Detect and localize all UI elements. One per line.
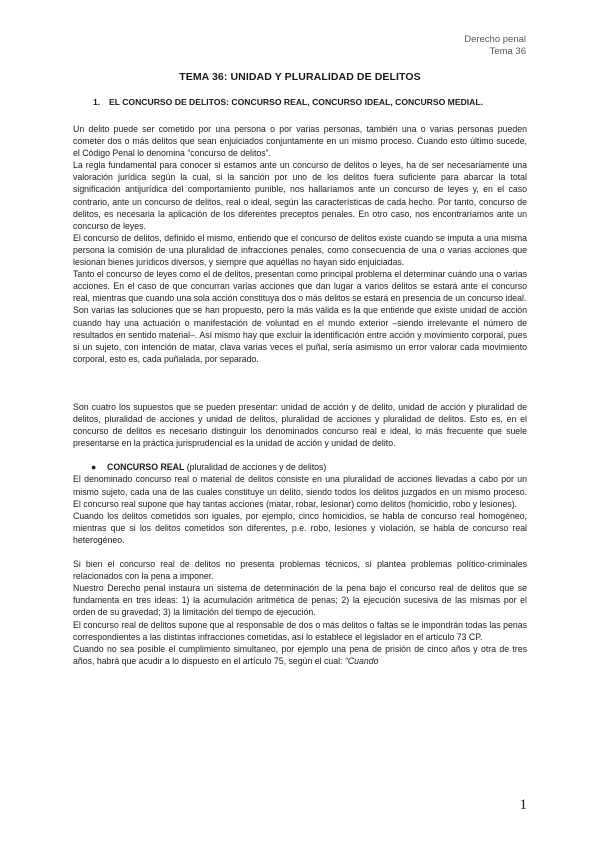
bullet-item [73, 461, 527, 473]
running-header [464, 34, 526, 58]
bullet-label: CONCURSO REAL [107, 462, 185, 473]
paragraph: Un delito puede ser cometido por una persona o por varias personas, también una o varias personas pueden cometer dos o más delitos que sean enjuiciados conjuntamente en un mismo proceso. Cuando esto último sucede, el Código Penal lo denomina “concurso de delitos”. [73, 124, 527, 159]
page-number: 1 [519, 797, 527, 813]
bullet-text: (pluralidad de acciones y de delitos) [184, 462, 327, 473]
section-heading [93, 97, 483, 107]
spacer [73, 365, 527, 401]
header-subject: Derecho penal [464, 34, 526, 45]
quote-start: “Cuando [344, 655, 379, 666]
bullet-dot-icon: ● [91, 462, 97, 473]
section-number: 1. [93, 97, 101, 107]
section-heading-text: EL CONCURSO DE DELITOS: CONCURSO REAL, CONCURSO IDEAL, CONCURSO MEDIAL. [109, 97, 484, 107]
paragraph: Son cuatro los supuestos que se pueden presentar: unidad de acción y de delito, unidad de acción y pluralidad de delitos, pluralidad de acciones y unidad de delitos, pluralidad de acciones y pluralidad de delitos. Esto es, en el concurso de delitos es necesario distinguir los denominados concurso real e ideal, lo más frecuente que suele presentarse en la práctica jurisprudencial es la unidad de acción y unidad de delito. [73, 401, 527, 449]
paragraph: Son varias las soluciones que se han propuesto, pero la más válida es la que entiende que existe unidad de acción cuando hay una actuación o manifestación de voluntad en el mundo exterior –siendo irrelevante el número de resultados en sentido material–. Así mismo hay que excluir la identificación entre acción y movimiento corporal, pues si un sujeto, con intención de matar, clava varias veces el puñal, sería asimismo un error valorar cada movimiento corporal, esto es, cada puñalada, por separado. [73, 305, 527, 364]
paragraph [73, 643, 527, 667]
paragraph: El denominado concurso real o material de delitos consiste en una pluralidad de acciones llevadas a cabo por un mismo sujeto, cada una de las cuales constituye un delito, siendo todos los delitos juzgados en un mismo proceso. El concurso real supone que hay tantas acciones (matar, robar, lesionar) como delitos (homicidio, robo y lesiones). [73, 474, 527, 509]
document-body [73, 123, 527, 667]
paragraph: Si bien el concurso real de delitos no presenta problemas técnicos, sí plantea problemas político-criminales relacionados con la pena a imponer. [73, 559, 527, 582]
paragraph-text: Cuando no sea posible el cumplimiento simultaneo, por ejemplo una pena de prisión de cinco años y otra de tres años, habrá que acudir a lo dispuesto en el artículo 75, según el cual: [73, 643, 527, 666]
paragraph: Nuestro Derecho penal instaura un sistema de determinación de la pena bajo el concurso real de delitos que se fundamenta en tres ideas: 1) la acumulación aritmética de penas; 2) la ejecución sucesiva de las mismas por el orden de su gravedad; 3) la limitación del tiempo de ejecución. [73, 583, 527, 618]
paragraph: La regla fundamental para conocer si estamos ante un concurso de delitos o leyes, ha de ser necesariamente una valoración jurídica según la cual, si la sanción por uno de los delitos fuera suficiente para abarcar la total significación antijurídica del comportamiento punible, nos hallaríamos ante un concurso de leyes y, en el caso contrario, ante un concurso de delitos, real o ideal, según las características de cada hecho. Por tanto, concurso de delitos, es necesaria la aplicación de los diferentes preceptos penales. En otro caso, nos encontraríamos ante un concurso de leyes. [73, 160, 527, 231]
spacer [73, 546, 527, 558]
paragraph: El concurso de delitos, definido el mismo, entiendo que el concurso de delitos existe cuando se imputa a una misma persona la comisión de una pluralidad de infracciones penales, como consecuencia de una o varias acciones que lesionan bienes jurídicos diversos, y siempre que aquéllas no hayan sido enjuiciadas. [73, 232, 527, 268]
header-topic: Tema 36 [489, 46, 526, 57]
spacer [73, 449, 527, 461]
paragraph: El concurso real de delitos supone que al responsable de dos o más delitos o faltas se le impondrán todas las penas correspondientes a las distintas infracciones cometidas, así lo establece el legislador en el artículo 73 CP. [73, 619, 527, 642]
paragraph: Cuando los delitos cometidos son iguales, por ejemplo, cinco homicidios, se habla de concurso real homogéneo, mientras que si los delitos cometidos son diferentes, p.e. robo, lesiones y violación, se habla de concurso real heterogéneo. [73, 510, 527, 545]
paragraph: Tanto el concurso de leyes como el de delitos, presentan como principal problema el determinar cuándo una o varias acciones. En el caso de que concurran varias acciones que dan lugar a varios delitos se estará ante el concurso real, mientras que cuando una sola acción constituya dos o más delitos se estará en presencia de un concurso ideal. [73, 269, 527, 304]
page-title: TEMA 36: UNIDAD Y PLURALIDAD DE DELITOS [179, 71, 421, 83]
